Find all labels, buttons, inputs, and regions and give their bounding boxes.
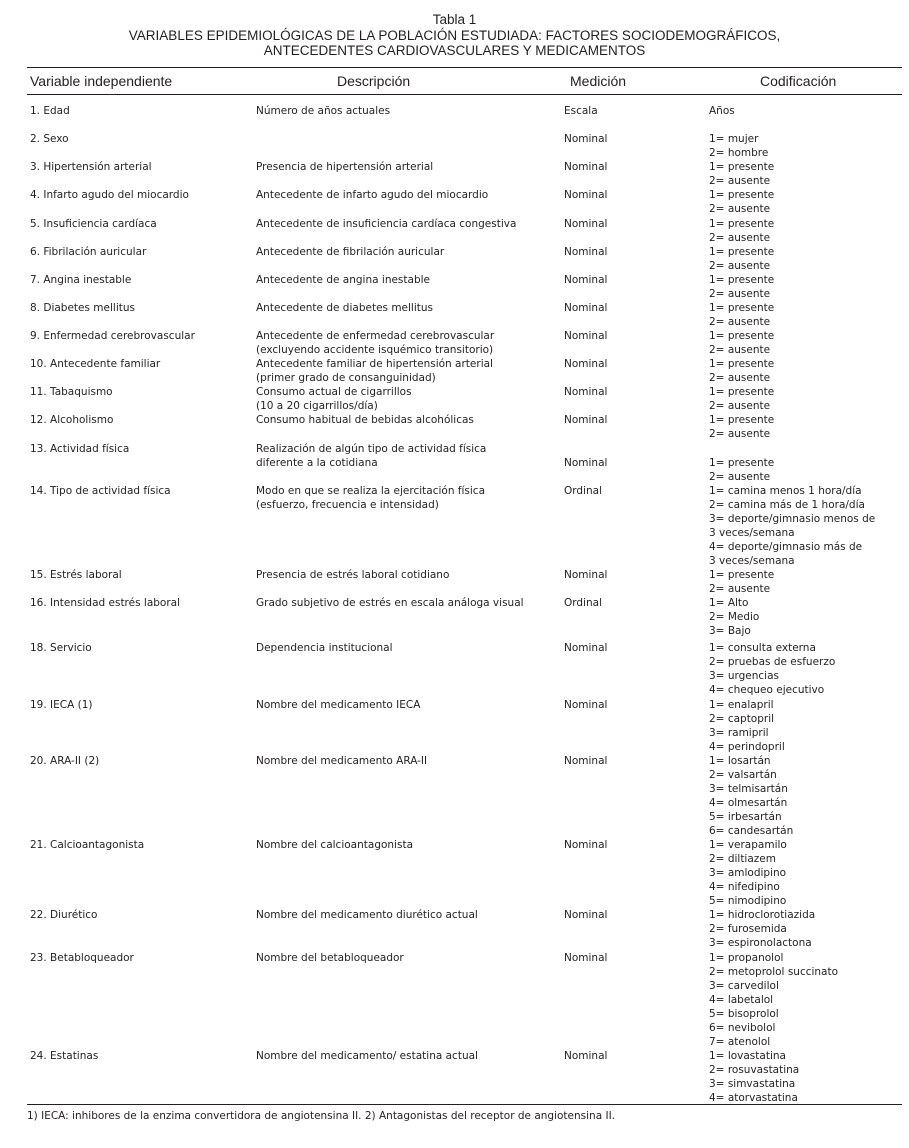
codificacion-line: 2= ausente [709, 400, 771, 412]
cell-medicion [564, 104, 598, 118]
codificacion-line: 1= verapamilo [709, 839, 787, 851]
variable-text: 18. Servicio [30, 642, 92, 654]
cell-descripcion [256, 357, 493, 385]
variable-text: 2. Sexo [30, 133, 69, 145]
cell-descripcion [256, 641, 393, 655]
descripcion-line: Nombre del calcioantagonista [256, 839, 413, 851]
codificacion-line: 4= chequeo ejecutivo [709, 684, 825, 696]
descripcion-line: Modo en que se realiza la ejercitación física [256, 485, 486, 497]
descripcion-line: Antecedente de enfermedad cerebrovascular [256, 330, 495, 342]
variable-text: 3. Hipertensión arterial [30, 161, 152, 173]
table-number: Tabla 1 [432, 12, 477, 27]
cell-codificacion [709, 357, 774, 385]
codificacion-line: 2= ausente [709, 260, 771, 272]
codificacion-line: 1= camina menos 1 hora/día [709, 485, 862, 497]
cell-descripcion [256, 838, 413, 852]
cell-variable [30, 357, 160, 371]
cell-codificacion [709, 838, 787, 908]
medicion-text: Nominal [564, 457, 608, 469]
variable-text: 21. Calcioantagonista [30, 839, 145, 851]
cell-variable [30, 442, 129, 456]
cell-variable [30, 329, 195, 343]
codificacion-line: 1= presente [709, 161, 775, 173]
cell-medicion [564, 1049, 607, 1063]
variable-text: 16. Intensidad estrés laboral [30, 597, 181, 609]
variable-text: 13. Actividad física [30, 443, 130, 455]
cell-descripcion [256, 188, 488, 202]
cell-codificacion [709, 413, 774, 441]
codificacion-line: 4= perindopril [709, 741, 785, 753]
codificacion-line: 2= ausente [709, 232, 771, 244]
codificacion-line: 1= presente [709, 189, 775, 201]
cell-codificacion [709, 596, 759, 638]
codificacion-line: 2= ausente [709, 471, 771, 483]
table-bottom-rule [27, 1104, 902, 1105]
descripcion-line: diferente a la cotidiana [256, 457, 378, 469]
medicion-text: Nominal [564, 358, 608, 370]
codificacion-line: 1= presente [709, 414, 775, 426]
medicion-text: Nominal [564, 1050, 608, 1062]
codificacion-line: 3= espironolactona [709, 937, 812, 949]
codificacion-line: 2= hombre [709, 147, 769, 159]
medicion-text: Nominal [564, 755, 608, 767]
cell-descripcion [256, 951, 404, 965]
cell-codificacion [709, 641, 835, 697]
codificacion-line: 1= hidroclorotiazida [709, 909, 816, 921]
cell-medicion [564, 357, 607, 371]
codificacion-line: 2= ausente [709, 344, 771, 356]
cell-codificacion [709, 908, 815, 950]
codificacion-line: 3= telmisartán [709, 783, 788, 795]
header-variable: Variable independiente [30, 73, 173, 89]
medicion-text: Nominal [564, 246, 608, 258]
descripcion-line: Antecedente de infarto agudo del miocardio [256, 189, 489, 201]
codificacion-line: 3 veces/semana [709, 555, 795, 567]
cell-codificacion [709, 188, 774, 216]
codificacion-line: 2= valsartán [709, 769, 777, 781]
descripcion-line: Nombre del medicamento/ estatina actual [256, 1050, 478, 1062]
codificacion-line: 2= metoprolol succinato [709, 966, 839, 978]
table-title-line-2: ANTECEDENTES CARDIOVASCULARES Y MEDICAMENTOS [263, 43, 646, 58]
cell-medicion [564, 245, 607, 259]
cell-descripcion [256, 596, 524, 610]
cell-variable [30, 160, 152, 174]
codificacion-line: 3= simvastatina [709, 1078, 796, 1090]
codificacion-line: 1= presente [709, 330, 775, 342]
descripcion-line: (primer grado de consanguinidad) [256, 372, 436, 384]
descripcion-line: Nombre del betabloqueador [256, 952, 404, 964]
codificacion-line: 1= presente [709, 302, 775, 314]
cell-descripcion [256, 217, 516, 231]
codificacion-line: 2= rosuvastatina [709, 1064, 800, 1076]
cell-medicion [564, 596, 602, 610]
cell-codificacion [709, 329, 774, 357]
descripcion-line: Realización de algún tipo de actividad física [256, 443, 487, 455]
cell-variable [30, 132, 69, 146]
cell-descripcion [256, 301, 433, 315]
descripcion-line: Antecedente de angina inestable [256, 274, 430, 286]
cell-medicion [564, 132, 607, 146]
variable-text: 11. Tabaquismo [30, 386, 113, 398]
codificacion-line: 1= losartán [709, 755, 771, 767]
codificacion-line: 4= olmesartán [709, 797, 788, 809]
cell-descripcion [256, 385, 412, 413]
variable-text: 4. Infarto agudo del miocardio [30, 189, 189, 201]
codificacion-line: 4= labetalol [709, 994, 774, 1006]
medicion-text: Nominal [564, 302, 608, 314]
cell-variable [30, 596, 180, 610]
cell-descripcion [256, 273, 430, 287]
descripcion-line: Antecedente de fibrilación auricular [256, 246, 445, 258]
cell-variable [30, 104, 70, 118]
medicion-text: Nominal [564, 569, 608, 581]
codificacion-line: 4= deporte/gimnasio más de [709, 541, 863, 553]
descripcion-line: Antecedente familiar de hipertensión arterial [256, 358, 493, 370]
cell-variable [30, 484, 171, 498]
descripcion-line: (esfuerzo, frecuencia e intensidad) [256, 499, 439, 511]
medicion-text: Nominal [564, 839, 608, 851]
descripcion-line: Dependencia institucional [256, 642, 393, 654]
codificacion-line: 7= atenolol [709, 1036, 771, 1048]
codificacion-line: Años [709, 105, 735, 117]
cell-codificacion [709, 245, 774, 273]
cell-medicion [564, 754, 607, 768]
codificacion-line: 3= ramipril [709, 727, 769, 739]
cell-medicion [564, 456, 607, 470]
codificacion-line: 1= Alto [709, 597, 749, 609]
cell-medicion [564, 951, 607, 965]
variable-text: 24. Estatinas [30, 1050, 99, 1062]
header-codificacion: Codificación [760, 73, 837, 89]
cell-medicion [564, 217, 607, 231]
codificacion-line: 2= pruebas de esfuerzo [709, 656, 836, 668]
table-top-rule [27, 67, 902, 68]
cell-descripcion [256, 754, 427, 768]
codificacion-line: 3= carvedilol [709, 980, 779, 992]
codificacion-line: 2= diltiazem [709, 853, 776, 865]
codificacion-line: 5= irbesartán [709, 811, 782, 823]
medicion-text: Nominal [564, 909, 608, 921]
codificacion-line: 3= urgencias [709, 670, 779, 682]
cell-codificacion [709, 217, 774, 245]
cell-variable [30, 754, 99, 768]
cell-descripcion [256, 442, 486, 470]
codificacion-line: 1= presente [709, 386, 775, 398]
descripcion-line: Antecedente de diabetes mellitus [256, 302, 434, 314]
codificacion-line: 5= nimodipino [709, 895, 787, 907]
codificacion-line: 1= consulta externa [709, 642, 816, 654]
codificacion-line: 6= candesartán [709, 825, 794, 837]
cell-codificacion [709, 698, 785, 754]
cell-codificacion [709, 132, 768, 160]
cell-codificacion [709, 385, 774, 413]
cell-medicion [564, 413, 607, 427]
cell-codificacion [709, 951, 838, 1049]
variable-text: 20. ARA-II (2) [30, 755, 100, 767]
cell-variable [30, 413, 113, 427]
variable-text: 22. Diurético [30, 909, 98, 921]
descripcion-line: Presencia de hipertensión arterial [256, 161, 434, 173]
cell-variable [30, 908, 97, 922]
cell-descripcion [256, 908, 478, 922]
variable-text: 12. Alcoholismo [30, 414, 114, 426]
cell-variable [30, 1049, 98, 1063]
cell-variable [30, 273, 131, 287]
variable-text: 7. Angina inestable [30, 274, 132, 286]
descripcion-line: Nombre del medicamento ARA-II [256, 755, 428, 767]
cell-descripcion [256, 698, 420, 712]
cell-codificacion [709, 568, 774, 596]
cell-medicion [564, 698, 607, 712]
codificacion-line: 2= ausente [709, 203, 771, 215]
table-header-rule [27, 94, 902, 95]
medicion-text: Nominal [564, 699, 608, 711]
cell-variable [30, 698, 93, 712]
medicion-text: Escala [564, 105, 598, 117]
cell-variable [30, 217, 157, 231]
variable-text: 1. Edad [30, 105, 70, 117]
codificacion-line: 1= presente [709, 358, 775, 370]
codificacion-line: 1= presente [709, 457, 775, 469]
descripcion-line: Consumo habitual de bebidas alcohólicas [256, 414, 474, 426]
cell-descripcion [256, 1049, 478, 1063]
cell-codificacion [709, 1049, 799, 1105]
cell-medicion [564, 568, 607, 582]
cell-descripcion [256, 329, 494, 357]
cell-variable [30, 301, 135, 315]
variable-text: 15. Estrés laboral [30, 569, 122, 581]
descripcion-line: Número de años actuales [256, 105, 391, 117]
descripcion-line: (10 a 20 cigarrillos/día) [256, 400, 378, 412]
cell-codificacion [709, 160, 774, 188]
codificacion-line: 1= presente [709, 569, 775, 581]
codificacion-line: 1= presente [709, 246, 775, 258]
cell-descripcion [256, 413, 474, 427]
variable-text: 14. Tipo de actividad física [30, 485, 171, 497]
cell-variable [30, 568, 122, 582]
cell-codificacion [709, 104, 735, 118]
codificacion-line: 3 veces/semana [709, 527, 795, 539]
cell-medicion [564, 329, 607, 343]
variable-text: 23. Betabloqueador [30, 952, 134, 964]
cell-descripcion [256, 245, 444, 259]
medicion-text: Ordinal [564, 485, 602, 497]
medicion-text: Nominal [564, 330, 608, 342]
cell-codificacion [709, 273, 774, 301]
codificacion-line: 2= furosemida [709, 923, 787, 935]
descripcion-line: Consumo actual de cigarrillos [256, 386, 412, 398]
cell-medicion [564, 838, 607, 852]
medicion-text: Nominal [564, 386, 608, 398]
codificacion-line: 2= camina más de 1 hora/día [709, 499, 865, 511]
cell-variable [30, 838, 144, 852]
cell-variable [30, 188, 189, 202]
cell-variable [30, 385, 113, 399]
cell-variable [30, 641, 92, 655]
codificacion-line: 2= ausente [709, 372, 771, 384]
cell-medicion [564, 908, 607, 922]
medicion-text: Nominal [564, 189, 608, 201]
codificacion-line: 2= ausente [709, 583, 771, 595]
codificacion-line: 1= lovastatina [709, 1050, 786, 1062]
codificacion-line: 6= nevibolol [709, 1022, 776, 1034]
cell-descripcion [256, 104, 390, 118]
cell-medicion [564, 641, 607, 655]
descripcion-line: (excluyendo accidente isquémico transitorio) [256, 344, 494, 356]
cell-codificacion [709, 754, 793, 838]
codificacion-line: 2= ausente [709, 288, 771, 300]
codificacion-line: 5= bisoprolol [709, 1008, 779, 1020]
cell-codificacion [709, 301, 774, 329]
descripcion-line: Antecedente de insuficiencia cardíaca congestiva [256, 218, 517, 230]
table-footnote: 1) IECA: inhibores de la enzima convertidora de angiotensina II. 2) Antagonistas del receptor de angiotensina II. [27, 1110, 616, 1122]
medicion-text: Nominal [564, 414, 608, 426]
codificacion-line: 4= nifedipino [709, 881, 780, 893]
descripcion-line: Grado subjetivo de estrés en escala análoga visual [256, 597, 524, 609]
medicion-text: Ordinal [564, 597, 602, 609]
codificacion-line: 2= ausente [709, 316, 771, 328]
variable-text: 8. Diabetes mellitus [30, 302, 135, 314]
header-descripcion: Descripción [337, 73, 411, 89]
medicion-text: Nominal [564, 133, 608, 145]
medicion-text: Nominal [564, 274, 608, 286]
codificacion-line: 3= Bajo [709, 625, 751, 637]
medicion-text: Nominal [564, 218, 608, 230]
codificacion-line: 1= presente [709, 218, 775, 230]
cell-medicion [564, 160, 607, 174]
medicion-text: Nominal [564, 952, 608, 964]
codificacion-line: 1= presente [709, 274, 775, 286]
cell-descripcion [256, 160, 433, 174]
table-title-line-1: VARIABLES EPIDEMIOLÓGICAS DE LA POBLACIÓN ESTUDIADA: FACTORES SOCIODEMOGRÁFICOS, [128, 27, 781, 43]
codificacion-line: 3= deporte/gimnasio menos de [709, 513, 876, 525]
cell-medicion [564, 301, 607, 315]
cell-medicion [564, 385, 607, 399]
codificacion-line: 1= enalapril [709, 699, 774, 711]
codificacion-line: 3= amlodipino [709, 867, 787, 879]
cell-descripcion [256, 568, 449, 582]
variable-text: 19. IECA (1) [30, 699, 93, 711]
codificacion-line: 2= captopril [709, 713, 775, 725]
variable-text: 5. Insuficiencia cardíaca [30, 218, 157, 230]
codificacion-line: 1= propanolol [709, 952, 784, 964]
descripcion-line: Nombre del medicamento diurético actual [256, 909, 478, 921]
medicion-text: Nominal [564, 642, 608, 654]
cell-medicion [564, 484, 602, 498]
codificacion-line: 1= mujer [709, 133, 759, 145]
codificacion-line: 2= ausente [709, 175, 771, 187]
header-medicion: Medición [570, 73, 627, 89]
codificacion-line: 4= atorvastatina [709, 1092, 798, 1104]
cell-variable [30, 245, 146, 259]
medicion-text: Nominal [564, 161, 608, 173]
descripcion-line: Presencia de estrés laboral cotidiano [256, 569, 450, 581]
cell-codificacion [709, 456, 774, 484]
table-caption [0, 12, 909, 59]
variable-text: 6. Fibrilación auricular [30, 246, 147, 258]
variable-text: 10. Antecedente familiar [30, 358, 161, 370]
cell-medicion [564, 188, 607, 202]
codificacion-line: 2= ausente [709, 428, 771, 440]
cell-medicion [564, 273, 607, 287]
variable-text: 9. Enfermedad cerebrovascular [30, 330, 195, 342]
codificacion-line: 2= Medio [709, 611, 760, 623]
cell-codificacion [709, 484, 875, 568]
cell-descripcion [256, 484, 485, 512]
descripcion-line: Nombre del medicamento IECA [256, 699, 421, 711]
cell-variable [30, 951, 134, 965]
